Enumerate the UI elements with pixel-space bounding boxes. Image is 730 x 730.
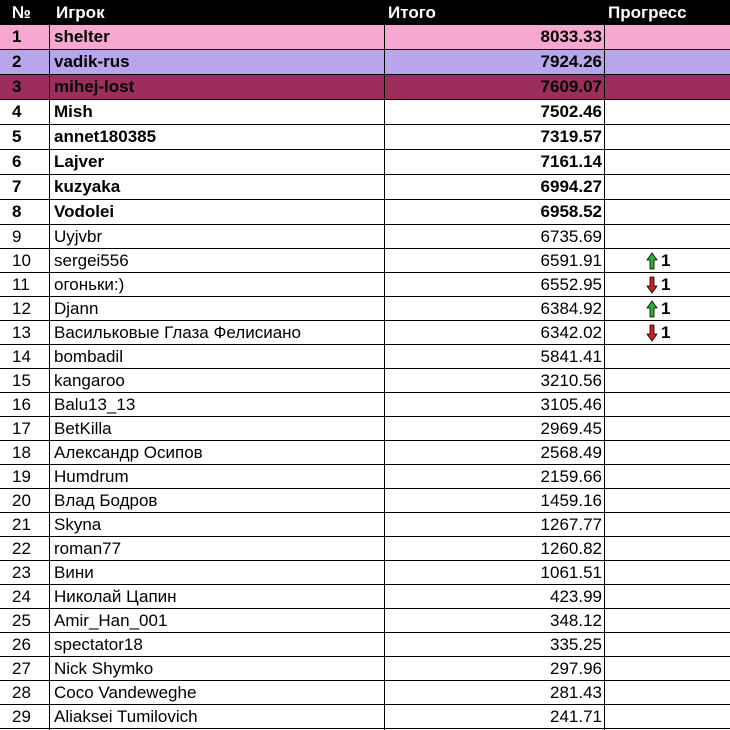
progress-cell xyxy=(646,633,726,656)
player-cell: spectator18 xyxy=(54,634,143,654)
progress-value: 1 xyxy=(661,250,671,270)
player-cell: Nick Shymko xyxy=(54,658,154,678)
progress-cell xyxy=(646,585,726,608)
total-cell: 241.71 xyxy=(550,706,602,726)
player-cell: Николай Цапин xyxy=(54,586,177,606)
table-row xyxy=(0,200,730,225)
progress-cell xyxy=(646,175,726,199)
rank-cell: 9 xyxy=(12,226,22,246)
rank-cell: 22 xyxy=(12,538,31,558)
rank-cell: 10 xyxy=(12,250,31,270)
total-cell: 2568.49 xyxy=(540,442,602,462)
table-row xyxy=(0,561,730,585)
total-cell: 6591.91 xyxy=(540,250,602,270)
progress-cell xyxy=(646,657,726,680)
progress-cell xyxy=(646,297,726,320)
table-row xyxy=(0,609,730,633)
rank-cell: 7 xyxy=(12,177,22,196)
progress-cell xyxy=(646,441,726,464)
player-cell: Влад Бодров xyxy=(54,490,158,510)
rank-cell: 4 xyxy=(12,102,22,121)
player-cell: Skyna xyxy=(54,514,102,534)
player-cell: kuzyaka xyxy=(54,177,121,196)
player-cell: Васильковые Глаза Фелисиано xyxy=(54,322,302,342)
table-row xyxy=(0,369,730,393)
table-row xyxy=(0,633,730,657)
rank-cell: 26 xyxy=(12,634,31,654)
table-row xyxy=(0,125,730,150)
table-row xyxy=(0,465,730,489)
player-cell: Coco Vandeweghe xyxy=(54,682,197,702)
rank-cell: 6 xyxy=(12,152,22,171)
player-cell: annet180385 xyxy=(54,127,157,146)
rank-cell: 29 xyxy=(12,706,31,726)
rank-cell: 27 xyxy=(12,658,31,678)
progress-cell xyxy=(646,50,726,74)
table-row xyxy=(0,50,730,75)
player-cell: sergei556 xyxy=(54,250,129,270)
player-cell: огоньки:) xyxy=(54,274,125,294)
total-cell: 281.43 xyxy=(550,682,602,702)
table-row xyxy=(0,345,730,369)
rank-cell: 1 xyxy=(12,27,22,46)
table-row xyxy=(0,25,730,50)
arrow-up-icon xyxy=(646,252,658,270)
total-cell: 1267.77 xyxy=(540,514,602,534)
total-cell: 7924.26 xyxy=(540,52,602,71)
player-cell: Balu13_13 xyxy=(54,394,136,414)
total-cell: 423.99 xyxy=(550,586,602,606)
total-cell: 297.96 xyxy=(550,658,602,678)
rank-cell: 5 xyxy=(12,127,22,146)
table-row xyxy=(0,100,730,125)
total-cell: 1061.51 xyxy=(540,562,602,582)
table-row xyxy=(0,513,730,537)
total-cell: 5841.41 xyxy=(540,346,602,366)
player-cell: Djann xyxy=(54,298,99,318)
header-player: Игрок xyxy=(56,3,105,22)
table-body xyxy=(0,25,730,729)
table-row xyxy=(0,417,730,441)
player-cell: Вини xyxy=(54,562,94,582)
rank-cell: 20 xyxy=(12,490,31,510)
progress-cell xyxy=(646,537,726,560)
header-progress: Прогресс xyxy=(608,3,687,22)
rank-cell: 17 xyxy=(12,418,31,438)
player-cell: Amir_Han_001 xyxy=(54,610,168,630)
table-row xyxy=(0,150,730,175)
player-cell: BetKilla xyxy=(54,418,112,438)
rank-cell: 12 xyxy=(12,298,31,318)
progress-cell xyxy=(646,561,726,584)
arrow-down-icon xyxy=(646,324,658,342)
table-row xyxy=(0,273,730,297)
progress-cell xyxy=(646,369,726,392)
progress-cell xyxy=(646,200,726,224)
table-row xyxy=(0,225,730,249)
progress-value: 1 xyxy=(661,298,671,318)
table-row xyxy=(0,249,730,273)
player-cell: Vodolei xyxy=(54,202,115,221)
progress-cell xyxy=(646,273,726,296)
total-cell: 6994.27 xyxy=(540,177,602,196)
total-cell: 6384.92 xyxy=(540,298,602,318)
progress-cell xyxy=(646,513,726,536)
player-cell: roman77 xyxy=(54,538,122,558)
arrow-down-icon xyxy=(646,276,658,294)
total-cell: 7319.57 xyxy=(540,127,602,146)
total-cell: 335.25 xyxy=(550,634,602,654)
progress-cell xyxy=(646,345,726,368)
rank-cell: 2 xyxy=(12,52,22,71)
total-cell: 1459.16 xyxy=(540,490,602,510)
table-row xyxy=(0,297,730,321)
table-row xyxy=(0,393,730,417)
table-header xyxy=(0,0,730,25)
table-row xyxy=(0,585,730,609)
rank-cell: 23 xyxy=(12,562,31,582)
player-cell: Aliaksei Tumilovich xyxy=(54,706,198,726)
progress-value: 1 xyxy=(661,322,671,342)
table-row xyxy=(0,537,730,561)
total-cell: 2969.45 xyxy=(540,418,602,438)
player-cell: mihej-lost xyxy=(54,77,135,96)
progress-cell xyxy=(646,25,726,49)
total-cell: 7161.14 xyxy=(540,152,602,171)
rank-cell: 11 xyxy=(12,274,30,294)
rank-cell: 19 xyxy=(12,466,31,486)
progress-value: 1 xyxy=(661,274,671,294)
total-cell: 1260.82 xyxy=(540,538,602,558)
progress-cell xyxy=(646,100,726,124)
player-cell: Humdrum xyxy=(54,466,129,486)
progress-cell xyxy=(646,681,726,704)
player-cell: vadik-rus xyxy=(54,52,130,71)
header-total: Итого xyxy=(388,3,436,22)
table-row xyxy=(0,489,730,513)
column-divider xyxy=(604,25,605,730)
total-cell: 6342.02 xyxy=(540,322,602,342)
progress-cell xyxy=(646,489,726,512)
progress-cell xyxy=(646,393,726,416)
total-cell: 6552.95 xyxy=(540,274,602,294)
total-cell: 6958.52 xyxy=(540,202,602,221)
total-cell: 3210.56 xyxy=(540,370,602,390)
table-row xyxy=(0,705,730,729)
player-cell: Александр Осипов xyxy=(54,442,203,462)
table-row xyxy=(0,321,730,345)
table-row xyxy=(0,441,730,465)
total-cell: 6735.69 xyxy=(540,226,602,246)
rank-cell: 24 xyxy=(12,586,31,606)
rank-cell: 16 xyxy=(12,394,31,414)
rank-cell: 15 xyxy=(12,370,31,390)
rank-cell: 25 xyxy=(12,610,31,630)
player-cell: shelter xyxy=(54,27,110,46)
table-row xyxy=(0,657,730,681)
table-row xyxy=(0,681,730,705)
player-cell: Uyjvbr xyxy=(54,226,103,246)
player-cell: kangaroo xyxy=(54,370,125,390)
column-divider xyxy=(49,25,50,730)
progress-cell xyxy=(646,417,726,440)
progress-cell xyxy=(646,609,726,632)
arrow-up-icon xyxy=(646,300,658,318)
rank-cell: 13 xyxy=(12,322,31,342)
progress-cell xyxy=(646,705,726,728)
total-cell: 7609.07 xyxy=(540,77,602,96)
progress-cell xyxy=(646,465,726,488)
progress-cell xyxy=(646,150,726,174)
total-cell: 8033.33 xyxy=(540,27,602,46)
player-cell: Lajver xyxy=(54,152,105,171)
total-cell: 2159.66 xyxy=(540,466,602,486)
rank-cell: 14 xyxy=(12,346,31,366)
rank-cell: 3 xyxy=(12,77,22,96)
table-row xyxy=(0,75,730,100)
total-cell: 348.12 xyxy=(550,610,602,630)
player-cell: Mish xyxy=(54,102,93,121)
rank-cell: 21 xyxy=(12,514,31,534)
player-cell: bombadil xyxy=(54,346,123,366)
progress-cell xyxy=(646,75,726,99)
progress-cell xyxy=(646,321,726,344)
total-cell: 3105.46 xyxy=(540,394,602,414)
rank-cell: 8 xyxy=(12,202,22,221)
progress-cell xyxy=(646,249,726,272)
rank-cell: 28 xyxy=(12,682,31,702)
total-cell: 7502.46 xyxy=(540,102,602,121)
rank-cell: 18 xyxy=(12,442,31,462)
progress-cell xyxy=(646,125,726,149)
table-row xyxy=(0,175,730,200)
progress-cell xyxy=(646,225,726,248)
header-num: № xyxy=(12,3,31,22)
column-divider xyxy=(384,25,385,730)
